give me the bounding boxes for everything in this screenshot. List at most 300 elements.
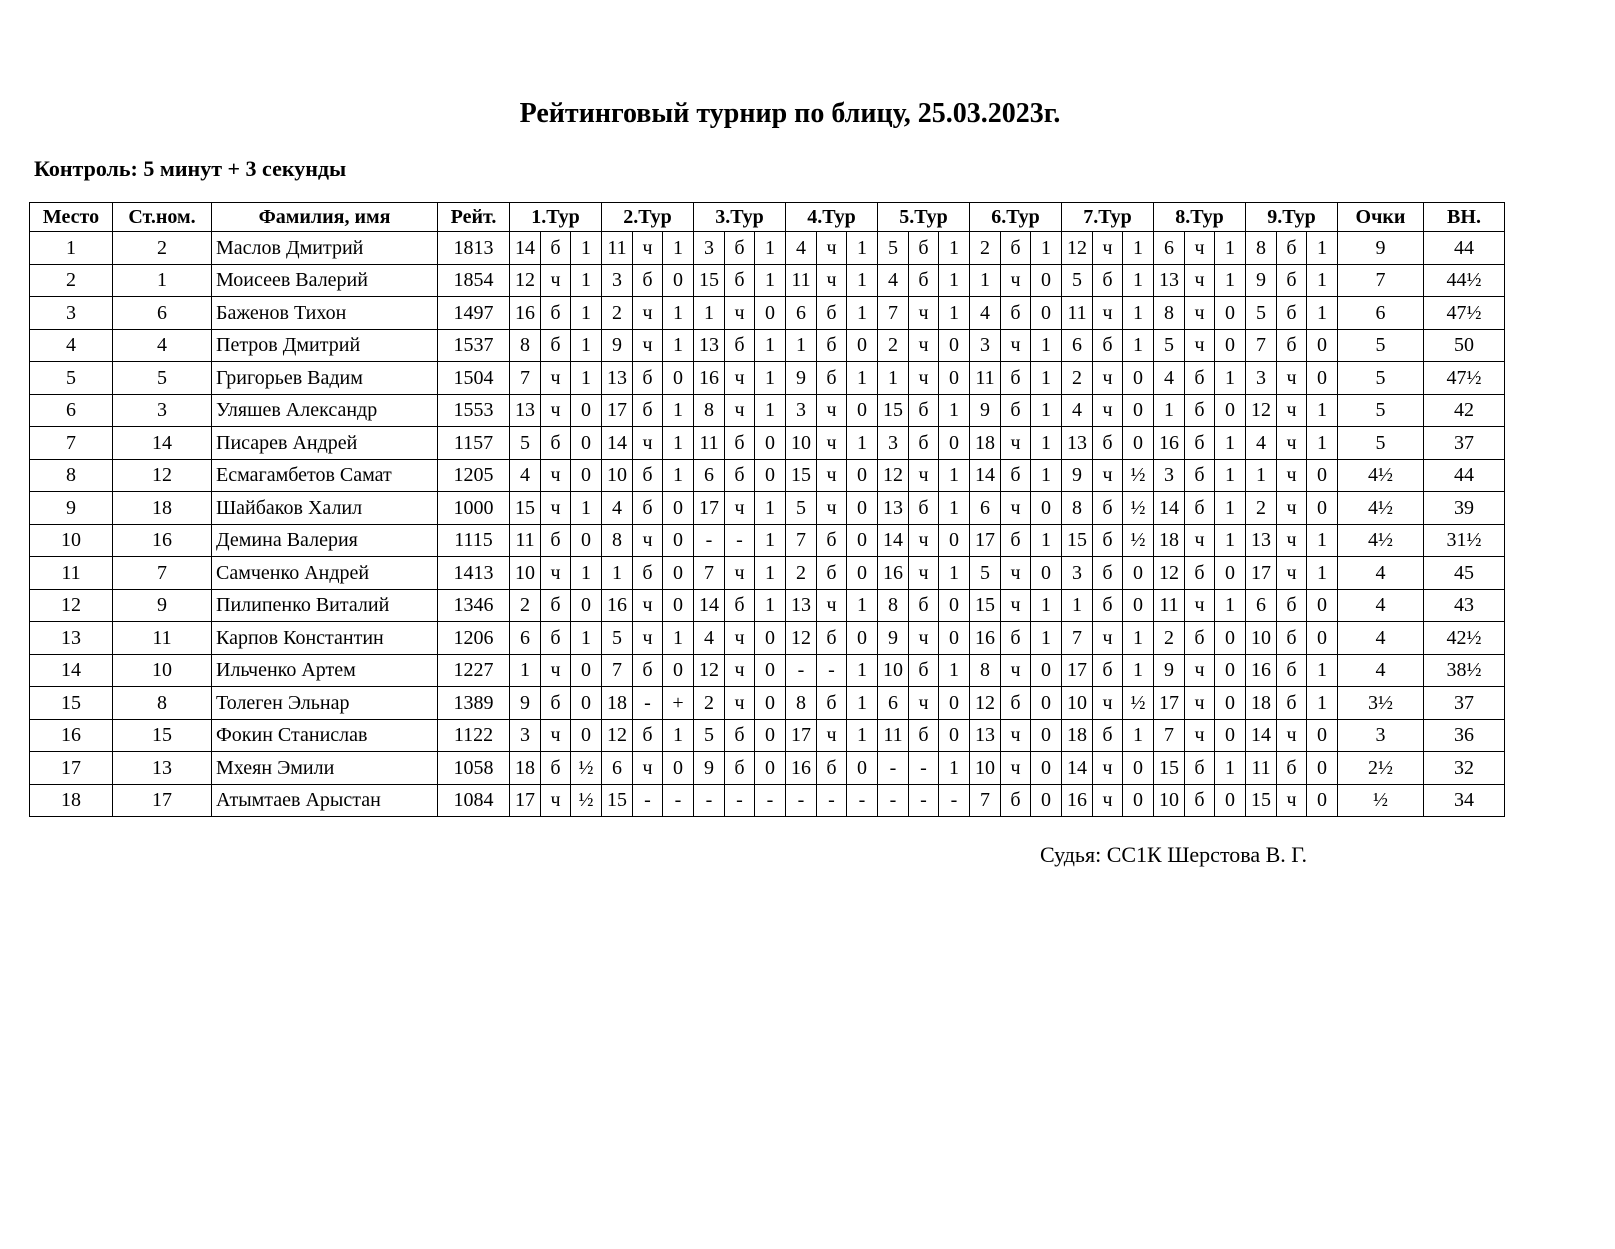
result-cell: 1 xyxy=(1215,589,1246,622)
result-cell: 1 xyxy=(663,459,694,492)
place-cell: 17 xyxy=(30,752,113,785)
points-cell: 4½ xyxy=(1338,492,1424,525)
result-cell: 1 xyxy=(939,264,970,297)
result-cell: 1 xyxy=(847,232,878,265)
color-cell: ч xyxy=(633,589,663,622)
color-cell: ч xyxy=(817,589,847,622)
rating-cell: 1346 xyxy=(438,589,510,622)
opponent-cell: 4 xyxy=(970,297,1001,330)
result-cell: 0 xyxy=(663,264,694,297)
result-cell: 1 xyxy=(939,459,970,492)
result-cell: 1 xyxy=(755,329,786,362)
color-cell: б xyxy=(1093,427,1123,460)
result-cell: - xyxy=(847,784,878,817)
color-cell: - xyxy=(633,784,663,817)
player-name-cell: Баженов Тихон xyxy=(212,297,438,330)
result-cell: 0 xyxy=(1307,362,1338,395)
player-name-cell: Пилипенко Виталий xyxy=(212,589,438,622)
points-cell: 2½ xyxy=(1338,752,1424,785)
color-cell: ч xyxy=(1277,394,1307,427)
result-cell: 0 xyxy=(1123,362,1154,395)
result-cell: 1 xyxy=(755,557,786,590)
player-name-cell: Петров Дмитрий xyxy=(212,329,438,362)
tiebreak-cell: 42½ xyxy=(1424,622,1505,655)
color-cell: ч xyxy=(1277,427,1307,460)
result-cell: 0 xyxy=(571,459,602,492)
color-cell: ч xyxy=(817,427,847,460)
start-number-cell: 10 xyxy=(113,654,212,687)
result-cell: 1 xyxy=(663,427,694,460)
opponent-cell: 17 xyxy=(602,394,633,427)
color-cell: ч xyxy=(1093,752,1123,785)
rating-cell: 1553 xyxy=(438,394,510,427)
opponent-cell: 8 xyxy=(602,524,633,557)
tiebreak-cell: 47½ xyxy=(1424,297,1505,330)
opponent-cell: 14 xyxy=(694,589,725,622)
tiebreak-cell: 44 xyxy=(1424,232,1505,265)
opponent-cell: 11 xyxy=(878,719,909,752)
place-cell: 10 xyxy=(30,524,113,557)
rating-cell: 1504 xyxy=(438,362,510,395)
player-name-cell: Фокин Станислав xyxy=(212,719,438,752)
color-cell: б xyxy=(909,719,939,752)
color-cell: ч xyxy=(541,459,571,492)
header-round-3: 3.Тур xyxy=(694,203,786,232)
result-cell: 0 xyxy=(571,524,602,557)
result-cell: 0 xyxy=(663,524,694,557)
rating-cell: 1058 xyxy=(438,752,510,785)
result-cell: 1 xyxy=(847,427,878,460)
color-cell: б xyxy=(909,394,939,427)
result-cell: 0 xyxy=(939,589,970,622)
opponent-cell: 3 xyxy=(694,232,725,265)
opponent-cell: 12 xyxy=(602,719,633,752)
color-cell: - xyxy=(909,784,939,817)
color-cell: ч xyxy=(1277,459,1307,492)
color-cell: б xyxy=(1185,557,1215,590)
table-row xyxy=(30,232,1505,265)
color-cell: ч xyxy=(633,297,663,330)
opponent-cell: 12 xyxy=(970,687,1001,720)
color-cell: ч xyxy=(725,687,755,720)
color-cell: б xyxy=(541,329,571,362)
color-cell: ч xyxy=(541,557,571,590)
opponent-cell: 15 xyxy=(786,459,817,492)
color-cell: ч xyxy=(541,719,571,752)
result-cell: 0 xyxy=(847,524,878,557)
points-cell: 6 xyxy=(1338,297,1424,330)
result-cell: 0 xyxy=(571,687,602,720)
opponent-cell: 13 xyxy=(1062,427,1093,460)
color-cell: б xyxy=(1185,459,1215,492)
opponent-cell: 14 xyxy=(1246,719,1277,752)
color-cell: ч xyxy=(1001,264,1031,297)
tiebreak-cell: 44½ xyxy=(1424,264,1505,297)
result-cell: 0 xyxy=(1307,329,1338,362)
result-cell: 0 xyxy=(755,752,786,785)
opponent-cell: 12 xyxy=(694,654,725,687)
opponent-cell: 13 xyxy=(1154,264,1185,297)
color-cell: б xyxy=(1185,784,1215,817)
color-cell: ч xyxy=(633,232,663,265)
player-name-cell: Маслов Дмитрий xyxy=(212,232,438,265)
color-cell: б xyxy=(1277,687,1307,720)
result-cell: 0 xyxy=(571,589,602,622)
place-cell: 1 xyxy=(30,232,113,265)
color-cell: б xyxy=(541,232,571,265)
result-cell: 1 xyxy=(1215,492,1246,525)
result-cell: 1 xyxy=(1123,329,1154,362)
opponent-cell: 4 xyxy=(1246,427,1277,460)
header-round-6: 6.Тур xyxy=(970,203,1062,232)
result-cell: 0 xyxy=(1215,297,1246,330)
color-cell: б xyxy=(1001,394,1031,427)
tiebreak-cell: 37 xyxy=(1424,427,1505,460)
place-cell: 18 xyxy=(30,784,113,817)
result-cell: 1 xyxy=(663,394,694,427)
result-cell: 0 xyxy=(1031,654,1062,687)
result-cell: 0 xyxy=(939,719,970,752)
color-cell: б xyxy=(1277,297,1307,330)
opponent-cell: 16 xyxy=(694,362,725,395)
color-cell: ч xyxy=(1093,622,1123,655)
color-cell: ч xyxy=(541,394,571,427)
opponent-cell: 10 xyxy=(786,427,817,460)
result-cell: 0 xyxy=(1031,784,1062,817)
result-cell: 0 xyxy=(1215,654,1246,687)
result-cell: 1 xyxy=(755,524,786,557)
opponent-cell: - xyxy=(786,784,817,817)
color-cell: б xyxy=(909,589,939,622)
result-cell: ½ xyxy=(1123,459,1154,492)
color-cell: ч xyxy=(725,297,755,330)
place-cell: 14 xyxy=(30,654,113,687)
opponent-cell: 6 xyxy=(1062,329,1093,362)
result-cell: 1 xyxy=(1031,427,1062,460)
start-number-cell: 14 xyxy=(113,427,212,460)
color-cell: б xyxy=(1093,492,1123,525)
opponent-cell: 14 xyxy=(1154,492,1185,525)
color-cell: ч xyxy=(909,329,939,362)
opponent-cell: 11 xyxy=(786,264,817,297)
player-name-cell: Карпов Константин xyxy=(212,622,438,655)
result-cell: 0 xyxy=(1031,719,1062,752)
color-cell: б xyxy=(1093,654,1123,687)
rating-cell: 1497 xyxy=(438,297,510,330)
result-cell: 0 xyxy=(1307,459,1338,492)
table-row xyxy=(30,329,1505,362)
result-cell: 1 xyxy=(1215,427,1246,460)
opponent-cell: 2 xyxy=(970,232,1001,265)
tiebreak-cell: 34 xyxy=(1424,784,1505,817)
result-cell: 1 xyxy=(1307,654,1338,687)
result-cell: 1 xyxy=(755,394,786,427)
opponent-cell: 11 xyxy=(1154,589,1185,622)
opponent-cell: 6 xyxy=(1246,589,1277,622)
result-cell: 0 xyxy=(1215,719,1246,752)
opponent-cell: 9 xyxy=(1154,654,1185,687)
color-cell: - xyxy=(817,654,847,687)
start-number-cell: 7 xyxy=(113,557,212,590)
opponent-cell: 8 xyxy=(970,654,1001,687)
opponent-cell: 7 xyxy=(878,297,909,330)
result-cell: 1 xyxy=(755,492,786,525)
start-number-cell: 8 xyxy=(113,687,212,720)
opponent-cell: 16 xyxy=(1062,784,1093,817)
opponent-cell: 13 xyxy=(694,329,725,362)
opponent-cell: 18 xyxy=(1062,719,1093,752)
rating-cell: 1227 xyxy=(438,654,510,687)
opponent-cell: 15 xyxy=(602,784,633,817)
opponent-cell: 14 xyxy=(970,459,1001,492)
result-cell: 0 xyxy=(1215,622,1246,655)
result-cell: 0 xyxy=(571,394,602,427)
opponent-cell: 14 xyxy=(510,232,541,265)
opponent-cell: 6 xyxy=(510,622,541,655)
color-cell: б xyxy=(541,589,571,622)
result-cell: 0 xyxy=(1123,557,1154,590)
opponent-cell: 16 xyxy=(786,752,817,785)
rating-cell: 1854 xyxy=(438,264,510,297)
opponent-cell: 5 xyxy=(510,427,541,460)
opponent-cell: 6 xyxy=(786,297,817,330)
opponent-cell: 7 xyxy=(1246,329,1277,362)
result-cell: 0 xyxy=(1215,329,1246,362)
opponent-cell: 12 xyxy=(878,459,909,492)
color-cell: б xyxy=(1001,459,1031,492)
opponent-cell: - xyxy=(878,752,909,785)
result-cell: 1 xyxy=(1215,264,1246,297)
color-cell: б xyxy=(725,459,755,492)
color-cell: б xyxy=(1185,492,1215,525)
points-cell: 4½ xyxy=(1338,524,1424,557)
color-cell: б xyxy=(1185,362,1215,395)
color-cell: ч xyxy=(541,362,571,395)
color-cell: б xyxy=(1093,589,1123,622)
rating-cell: 1813 xyxy=(438,232,510,265)
color-cell: б xyxy=(1093,329,1123,362)
opponent-cell: 18 xyxy=(510,752,541,785)
tiebreak-cell: 36 xyxy=(1424,719,1505,752)
result-cell: ½ xyxy=(571,752,602,785)
opponent-cell: 1 xyxy=(1062,589,1093,622)
opponent-cell: 6 xyxy=(970,492,1001,525)
result-cell: 0 xyxy=(1123,752,1154,785)
color-cell: б xyxy=(541,427,571,460)
opponent-cell: 3 xyxy=(1246,362,1277,395)
result-cell: 1 xyxy=(1307,232,1338,265)
header-round-1: 1.Тур xyxy=(510,203,602,232)
place-cell: 6 xyxy=(30,394,113,427)
opponent-cell: 12 xyxy=(786,622,817,655)
color-cell: ч xyxy=(909,524,939,557)
header-round-5: 5.Тур xyxy=(878,203,970,232)
opponent-cell: 3 xyxy=(786,394,817,427)
opponent-cell: 14 xyxy=(1062,752,1093,785)
result-cell: 1 xyxy=(1031,362,1062,395)
result-cell: 0 xyxy=(939,329,970,362)
color-cell: ч xyxy=(1277,557,1307,590)
points-cell: 5 xyxy=(1338,362,1424,395)
color-cell: ч xyxy=(909,297,939,330)
table-row xyxy=(30,719,1505,752)
color-cell: ч xyxy=(1001,589,1031,622)
result-cell: 1 xyxy=(847,719,878,752)
header-round-4: 4.Тур xyxy=(786,203,878,232)
result-cell: 0 xyxy=(663,492,694,525)
opponent-cell: 8 xyxy=(786,687,817,720)
table-row xyxy=(30,394,1505,427)
result-cell: 1 xyxy=(755,362,786,395)
opponent-cell: 5 xyxy=(970,557,1001,590)
opponent-cell: 16 xyxy=(1154,427,1185,460)
place-cell: 9 xyxy=(30,492,113,525)
color-cell: - xyxy=(725,524,755,557)
result-cell: 1 xyxy=(663,329,694,362)
opponent-cell: 3 xyxy=(1062,557,1093,590)
opponent-cell: 3 xyxy=(970,329,1001,362)
result-cell: 0 xyxy=(847,752,878,785)
color-cell: б xyxy=(633,459,663,492)
place-cell: 3 xyxy=(30,297,113,330)
color-cell: ч xyxy=(1001,557,1031,590)
tiebreak-cell: 39 xyxy=(1424,492,1505,525)
opponent-cell: 9 xyxy=(1246,264,1277,297)
place-cell: 11 xyxy=(30,557,113,590)
result-cell: - xyxy=(939,784,970,817)
result-cell: 1 xyxy=(663,232,694,265)
color-cell: б xyxy=(633,394,663,427)
opponent-cell: 2 xyxy=(786,557,817,590)
player-name-cell: Самченко Андрей xyxy=(212,557,438,590)
color-cell: б xyxy=(817,524,847,557)
color-cell: б xyxy=(1185,394,1215,427)
result-cell: 1 xyxy=(571,329,602,362)
opponent-cell: 15 xyxy=(1154,752,1185,785)
color-cell: б xyxy=(1185,427,1215,460)
result-cell: 1 xyxy=(1031,232,1062,265)
player-name-cell: Писарев Андрей xyxy=(212,427,438,460)
tiebreak-cell: 31½ xyxy=(1424,524,1505,557)
opponent-cell: 13 xyxy=(878,492,909,525)
opponent-cell: 5 xyxy=(694,719,725,752)
opponent-cell: 7 xyxy=(602,654,633,687)
result-cell: 1 xyxy=(571,557,602,590)
result-cell: 0 xyxy=(847,557,878,590)
result-cell: 1 xyxy=(1307,297,1338,330)
result-cell: 1 xyxy=(1123,654,1154,687)
start-number-cell: 6 xyxy=(113,297,212,330)
opponent-cell: 8 xyxy=(694,394,725,427)
opponent-cell: 17 xyxy=(1154,687,1185,720)
table-row xyxy=(30,752,1505,785)
result-cell: 1 xyxy=(571,297,602,330)
color-cell: ч xyxy=(817,492,847,525)
header-rating: Рейт. xyxy=(438,203,510,232)
color-cell: ч xyxy=(1277,524,1307,557)
rating-cell: 1205 xyxy=(438,459,510,492)
color-cell: ч xyxy=(817,232,847,265)
opponent-cell: 16 xyxy=(602,589,633,622)
opponent-cell: 11 xyxy=(510,524,541,557)
result-cell: 1 xyxy=(571,264,602,297)
result-cell: 1 xyxy=(1215,752,1246,785)
result-cell: 1 xyxy=(663,297,694,330)
rating-cell: 1206 xyxy=(438,622,510,655)
result-cell: 0 xyxy=(939,524,970,557)
color-cell: ч xyxy=(1001,427,1031,460)
color-cell: б xyxy=(1001,784,1031,817)
opponent-cell: 1 xyxy=(602,557,633,590)
result-cell: 1 xyxy=(1215,524,1246,557)
standings-table xyxy=(29,202,1505,817)
color-cell: ч xyxy=(909,687,939,720)
result-cell: 1 xyxy=(1307,687,1338,720)
opponent-cell: 1 xyxy=(970,264,1001,297)
color-cell: б xyxy=(1093,264,1123,297)
opponent-cell: 7 xyxy=(510,362,541,395)
start-number-cell: 1 xyxy=(113,264,212,297)
place-cell: 7 xyxy=(30,427,113,460)
opponent-cell: 6 xyxy=(694,459,725,492)
opponent-cell: 5 xyxy=(602,622,633,655)
opponent-cell: 9 xyxy=(970,394,1001,427)
place-cell: 8 xyxy=(30,459,113,492)
opponent-cell: 10 xyxy=(602,459,633,492)
color-cell: ч xyxy=(1093,362,1123,395)
opponent-cell: 1 xyxy=(1246,459,1277,492)
opponent-cell: 1 xyxy=(694,297,725,330)
color-cell: б xyxy=(817,329,847,362)
table-row xyxy=(30,687,1505,720)
result-cell: 0 xyxy=(755,427,786,460)
opponent-cell: 1 xyxy=(786,329,817,362)
result-cell: 0 xyxy=(1307,719,1338,752)
opponent-cell: 15 xyxy=(1246,784,1277,817)
opponent-cell: 10 xyxy=(510,557,541,590)
player-name-cell: Атымтаев Арыстан xyxy=(212,784,438,817)
result-cell: 1 xyxy=(939,394,970,427)
start-number-cell: 12 xyxy=(113,459,212,492)
result-cell: 1 xyxy=(1307,264,1338,297)
result-cell: 1 xyxy=(939,492,970,525)
color-cell: б xyxy=(817,687,847,720)
place-cell: 2 xyxy=(30,264,113,297)
table-row xyxy=(30,557,1505,590)
result-cell: 0 xyxy=(755,459,786,492)
table-row xyxy=(30,264,1505,297)
color-cell: б xyxy=(1001,687,1031,720)
color-cell: ч xyxy=(909,362,939,395)
result-cell: 1 xyxy=(1123,232,1154,265)
result-cell: 1 xyxy=(1031,394,1062,427)
points-cell: 4½ xyxy=(1338,459,1424,492)
result-cell: 0 xyxy=(755,654,786,687)
result-cell: 0 xyxy=(1307,589,1338,622)
color-cell: ч xyxy=(633,622,663,655)
color-cell: ч xyxy=(909,459,939,492)
opponent-cell: 13 xyxy=(1246,524,1277,557)
table-row xyxy=(30,362,1505,395)
opponent-cell: 7 xyxy=(694,557,725,590)
opponent-cell: 18 xyxy=(602,687,633,720)
opponent-cell: 9 xyxy=(878,622,909,655)
result-cell: 0 xyxy=(755,622,786,655)
opponent-cell: 10 xyxy=(1062,687,1093,720)
opponent-cell: 17 xyxy=(970,524,1001,557)
result-cell: 0 xyxy=(755,687,786,720)
tiebreak-cell: 50 xyxy=(1424,329,1505,362)
